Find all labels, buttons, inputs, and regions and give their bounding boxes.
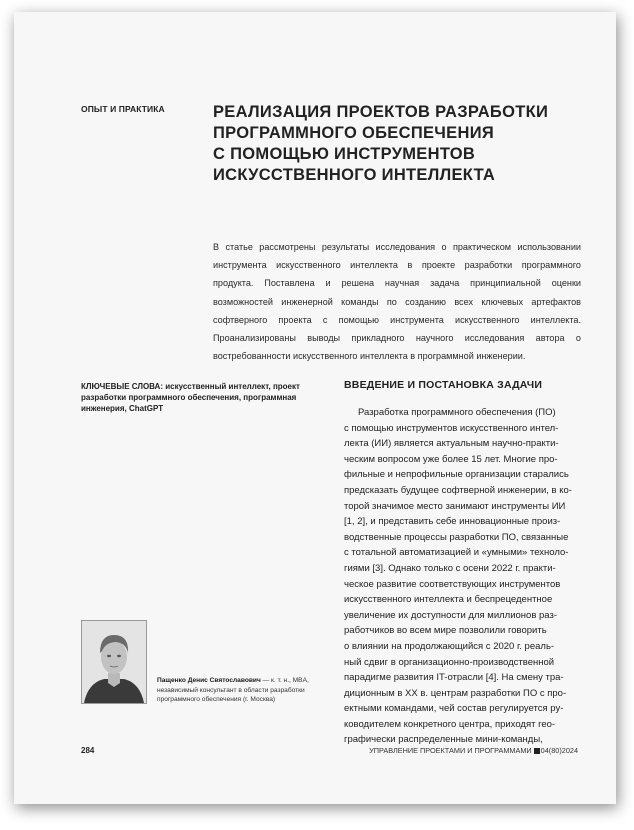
body-line: Разработка программного обеспечения (ПО) — [358, 407, 556, 418]
title-line: РЕАЛИЗАЦИЯ ПРОЕКТОВ РАЗРАБОТКИ — [213, 103, 549, 121]
body-line: ческое развитие соответствующих инструментов — [344, 578, 561, 590]
author-info — [157, 676, 329, 705]
body-text — [344, 405, 591, 748]
body-line: предсказать будущее софтверной инженерии, в ко- — [344, 484, 572, 496]
author-details: — к. т. н., MBA, независимый консультант в области разработки программного обеспечения (г. Москва) — [157, 677, 309, 704]
body-line: с тотальной автоматизацией и «умными» техноло- — [344, 547, 569, 559]
body-line: гиями [3]. Однако только с осени 2022 г. практи- — [344, 562, 556, 574]
square-bullet-icon — [534, 748, 540, 754]
author-portrait — [82, 621, 146, 703]
body-line: ческим вопросом уже более 15 лет. Многие про- — [344, 453, 558, 465]
body-line: ный сдвиг в организационно-производственной — [344, 656, 555, 668]
title-line: С ПОМОЩЬЮ ИНСТРУМЕНТОВ — [213, 145, 476, 163]
abstract: В статье рассмотрены результаты исследования о практическом использовании инструмента искусственного интеллекта в проекте разработки программного продукта. Поставлена и решена научная задача принципиальной оценки возможностей инженерной команды по созданию всех ключевых артефактов софтверного проекта с помощью инструмента искусственного интеллекта. Проанализированы выводы прикладного научного исследования автора о востребованности искусственного интеллекта в программной инженерии. — [213, 242, 581, 362]
journal-page — [14, 12, 616, 804]
author-name: Пащенко Денис Святославович — [157, 677, 261, 684]
body-line: [1, 2], и представить себе инновационные произ- — [344, 516, 561, 528]
body-line: искусственного интеллекта и беспрецедентное — [344, 594, 553, 606]
body-line: ектными командами, чей состав регулируется ру- — [344, 703, 564, 715]
body-line: диционным в XX в. центрам разработки ПО с про- — [344, 687, 567, 699]
body-line: о влиянии на продолжающийся с 2020 г. реаль- — [344, 640, 555, 652]
page-number: 284 — [81, 746, 95, 755]
title-line: ИСКУССТВЕННОГО ИНТЕЛЛЕКТА — [213, 166, 496, 184]
title-line: ПРОГРАММНОГО ОБЕСПЕЧЕНИЯ — [213, 124, 495, 142]
journal-footer — [369, 746, 578, 755]
body-line: лекта (ИИ) является актуальным научно-практи- — [344, 438, 559, 450]
body-line: ководителем конкретного центра, приходят гео- — [344, 718, 556, 730]
issue-number: 04(80)2024 — [540, 746, 578, 755]
keywords: КЛЮЧЕВЫЕ СЛОВА: искусственный интеллект, проект разработки программного обеспечения, программная инженерия, ChatGPT — [81, 382, 300, 413]
body-line: водственные процессы разработки ПО, связанные — [344, 531, 569, 543]
body-line: с помощью инструментов искусственного интел- — [344, 422, 559, 434]
article-title — [213, 102, 583, 186]
body-line: торой значимое место занимают инструменты ИИ — [344, 500, 566, 512]
author-photo — [81, 620, 147, 704]
body-line: фильные и непрофильные организации старались — [344, 469, 569, 481]
section-label: ОПЫТ И ПРАКТИКА — [81, 104, 165, 114]
body-line: парадигме развития IT-отрасли [4]. На смену тра- — [344, 672, 564, 684]
body-line: графически распределенные мини-команды, — [344, 734, 543, 746]
section-heading: ВВЕДЕНИЕ И ПОСТАНОВКА ЗАДАЧИ — [344, 379, 543, 391]
journal-name: УПРАВЛЕНИЕ ПРОЕКТАМИ И ПРОГРАММАМИ — [369, 746, 532, 755]
body-line: работчиков во всем мире позволили говорить — [344, 625, 547, 637]
body-line: увеличение их доступности для миллионов раз- — [344, 609, 557, 621]
